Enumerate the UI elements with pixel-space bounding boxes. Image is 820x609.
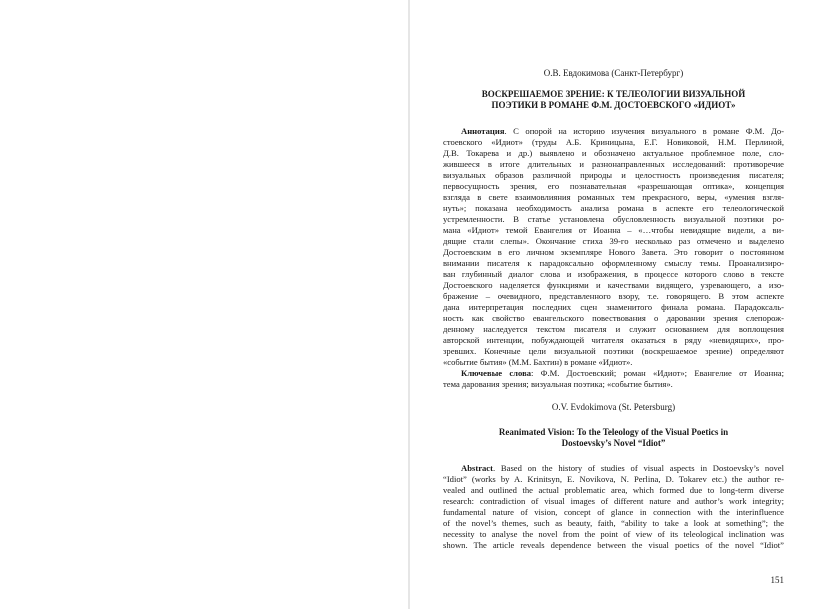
annotation-label: Аннотация xyxy=(461,126,505,136)
abstract-line: of the novel’s themes, such as beauty, faith, “ability to take a look at something”; the xyxy=(443,518,784,528)
keywords-label: Ключевые слова xyxy=(461,368,532,378)
abstract-line: shown. The article reveals dependence between the visual poetics of the novel “Idiot” xyxy=(443,540,784,550)
abstract-first-line xyxy=(461,463,784,474)
en-title-line: Reanimated Vision: To the Teleology of the Visual Poetics in xyxy=(498,427,729,437)
annotation-line: визуальных образов различной природы и целостность произведения писателя; xyxy=(443,170,784,180)
annotation-line: устремленности. В статье установлена обусловленность визуальной поэтики ро- xyxy=(443,214,784,224)
keywords-text: : Ф.М. Достоевский; роман «Идиот»; Евангелие от Иоанна; xyxy=(531,368,784,378)
blank-left-page xyxy=(0,0,408,609)
abstract-label: Abstract xyxy=(461,463,493,473)
annotation-line: зревших. Конечные цели визуальной поэтики (воскрешаемое зрение) определяют xyxy=(443,346,784,356)
annotation-line: дана интерпретация последних сцен знаменитого финала романа. Парадоксаль- xyxy=(443,302,784,312)
annotation-line: Достоевского наделяется функциями и качествами видящего, узревающего, а изо- xyxy=(443,280,784,290)
annotation-line: нуть»; показана необходимость анализа романа в аспекте его телеологической xyxy=(443,203,784,213)
annotation-line: мана «Идиот» темой Евангелия от Иоанна – «…чтобы невидящие видели, а ви- xyxy=(443,225,784,235)
ru-author: О.В. Евдокимова (Санкт-Петербург) xyxy=(543,68,684,78)
annotation-line: жившееся в итоге длительных и разнонаправленных исследований: противоречие xyxy=(443,159,784,169)
ru-title-line: ВОСКРЕШАЕМОЕ ЗРЕНИЕ: К ТЕЛЕОЛОГИИ ВИЗУАЛЬНОЙ xyxy=(481,89,746,99)
en-title-line: Dostoevsky’s Novel “Idiot” xyxy=(561,438,666,448)
page-number: 151 xyxy=(770,575,784,585)
annotation-line: дящие стали слепы». Окончание стиха 39-го несколько раз отмечено и выделено xyxy=(443,236,784,246)
annotation-line: «событие бытия» (М.М. Бахтин) в романе «Идиот». xyxy=(443,357,633,367)
annotation-first-line xyxy=(461,126,784,137)
keywords-line: тема дарования зрения; визуальная поэтика; «событие бытия». xyxy=(443,379,673,389)
annotation-line: авторской интенции, побуждающей читателя оказаться в ряду «невидящих», про- xyxy=(443,335,784,345)
abstract-line: fundamental nature of vision, concept of glance in connection with the interinfluence xyxy=(443,507,784,517)
annotation-line: ван глубинный диалог слова и изображения, в процессе которого слово в тексте xyxy=(443,269,784,279)
keywords-first-line xyxy=(461,368,784,379)
annotation-line: стоевского «Идиот» (труды А.Б. Криницына, Е.Г. Новиковой, Н.М. Перлиной, xyxy=(443,137,784,147)
annotation-line: взгляда в свете взаимовлияния романных тем прекрасного, веры, «умения взгля- xyxy=(443,192,784,202)
en-author: O.V. Evdokimova (St. Petersburg) xyxy=(551,402,676,412)
annotation-line: ность как свойство евангельского повествования о даровании зрения слепорож- xyxy=(443,313,784,323)
abstract-line: necessity to analyse the novel from the point of view of its teleological inclination was xyxy=(443,529,784,539)
abstract-text: . Based on the history of studies of visual aspects in Dostoevsky’s novel xyxy=(492,463,784,473)
annotation-line: Достоевским в его личном экземпляре Нового Завета. Это говорит о постоянном xyxy=(443,247,784,257)
annotation-text: . С опорой на историю изучения визуального в романе Ф.М. До- xyxy=(504,126,784,136)
annotation-line: внимании писателя к парадоксально оформленному смыслу темы. Проанализиро- xyxy=(443,258,784,268)
abstract-line: vealed and outlined the actual problematic area, which formed due to long-term diverse xyxy=(443,485,784,495)
abstract-line: “Idiot” (works by A. Krinitsyn, E. Novikova, N. Perlina, D. Tokarev etc.) the author re- xyxy=(443,474,784,484)
annotation-line: первосущность зрения, его познавательная «разрешающая оптика», концепция xyxy=(443,181,784,191)
ru-title-line: ПОЭТИКИ В РОМАНЕ Ф.М. ДОСТОЕВСКОГО «ИДИОТ» xyxy=(491,100,736,110)
annotation-line: бражение – очевидного, представленного взору, т.е. говорящего. В этом аспекте xyxy=(443,291,784,301)
annotation-line: Д.В. Токарева и др.) выявлено и обозначено актуальное проблемное поле, сло- xyxy=(443,148,784,158)
annotation-line: денному наследуется текстом писателя и служит основанием для воплощения xyxy=(443,324,784,334)
abstract-line: research: contradiction of visual images of different nature and author’s work integrity; xyxy=(443,496,784,506)
